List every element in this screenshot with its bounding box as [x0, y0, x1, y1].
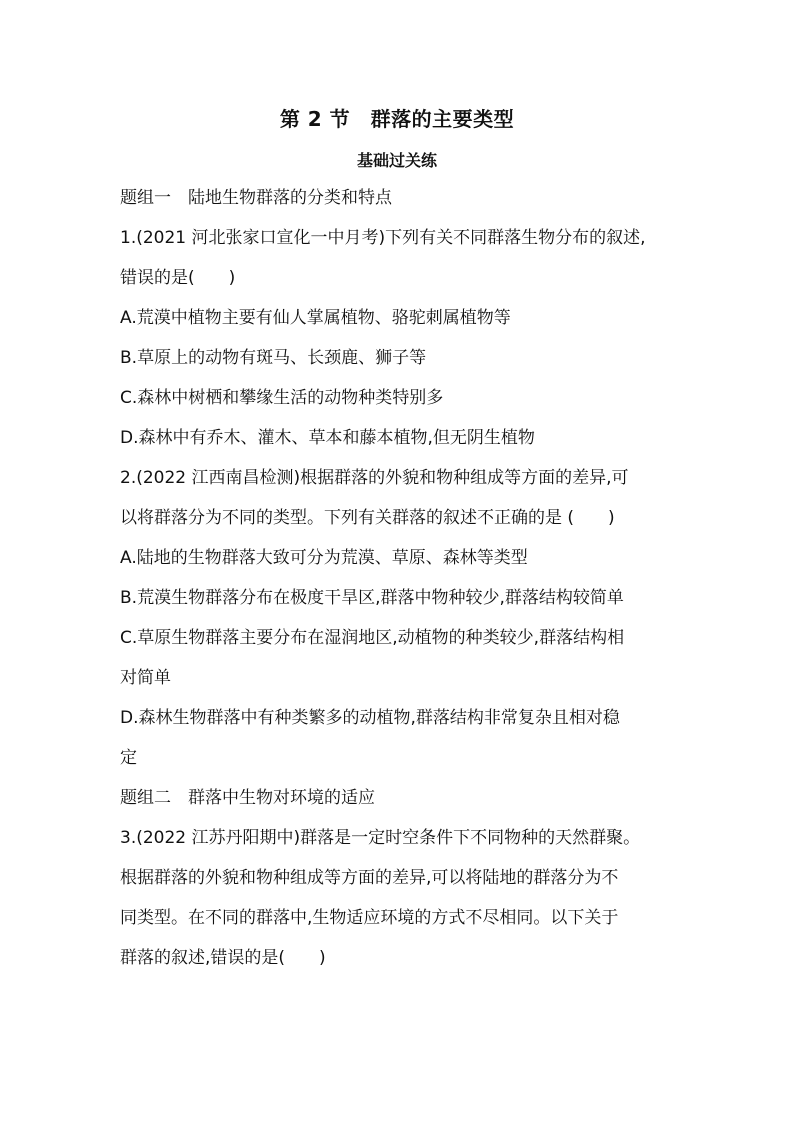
question-1-option-b: B.草原上的动物有斑马、长颈鹿、狮子等	[120, 348, 427, 368]
question-3-line-2: 根据群落的外貌和物种组成等方面的差异,可以将陆地的群落分为不	[120, 868, 619, 888]
section-title: 第 2 节 群落的主要类型	[279, 107, 515, 131]
question-1-option-d: D.森林中有乔木、灌木、草本和藤本植物,但无阴生植物	[120, 428, 535, 448]
section-subtitle: 基础过关练	[356, 151, 437, 170]
question-3-line-1: 3.(2022 江苏丹阳期中)群落是一定时空条件下不同物种的天然群聚。	[120, 828, 641, 848]
question-2-option-a: A.陆地的生物群落大致可分为荒漠、草原、森林等类型	[120, 548, 528, 568]
question-1-line-1: 1.(2021 河北张家口宣化一中月考)下列有关不同群落生物分布的叙述,	[120, 228, 646, 248]
question-1-option-c: C.森林中树栖和攀缘生活的动物种类特别多	[120, 388, 444, 408]
document-body	[120, 178, 680, 978]
question-3-line-3: 同类型。在不同的群落中,生物适应环境的方式不尽相同。以下关于	[120, 908, 619, 928]
question-1-option-a: A.荒漠中植物主要有仙人掌属植物、骆驼刺属植物等	[120, 308, 511, 328]
question-2-option-d-line-2: 定	[120, 748, 137, 768]
question-3-line-4: 群落的叙述,错误的是( )	[120, 948, 326, 968]
question-2-option-c-line-1: C.草原生物群落主要分布在湿润地区,动植物的种类较少,群落结构相	[120, 628, 625, 648]
question-2-option-d-line-1: D.森林生物群落中有种类繁多的动植物,群落结构非常复杂且相对稳	[120, 708, 620, 728]
question-2-option-c-line-2: 对简单	[120, 668, 171, 688]
question-2-line-1: 2.(2022 江西南昌检测)根据群落的外貌和物种组成等方面的差异,可	[120, 468, 629, 488]
question-1-line-2: 错误的是( )	[120, 268, 236, 288]
group-heading-1: 题组一 陆地生物群落的分类和特点	[120, 188, 392, 208]
group-heading-2: 题组二 群落中生物对环境的适应	[120, 788, 375, 808]
question-2-option-b: B.荒漠生物群落分布在极度干旱区,群落中物种较少,群落结构较简单	[120, 588, 624, 608]
question-2-line-2: 以将群落分为不同的类型。下列有关群落的叙述不正确的是 ( )	[120, 508, 615, 528]
